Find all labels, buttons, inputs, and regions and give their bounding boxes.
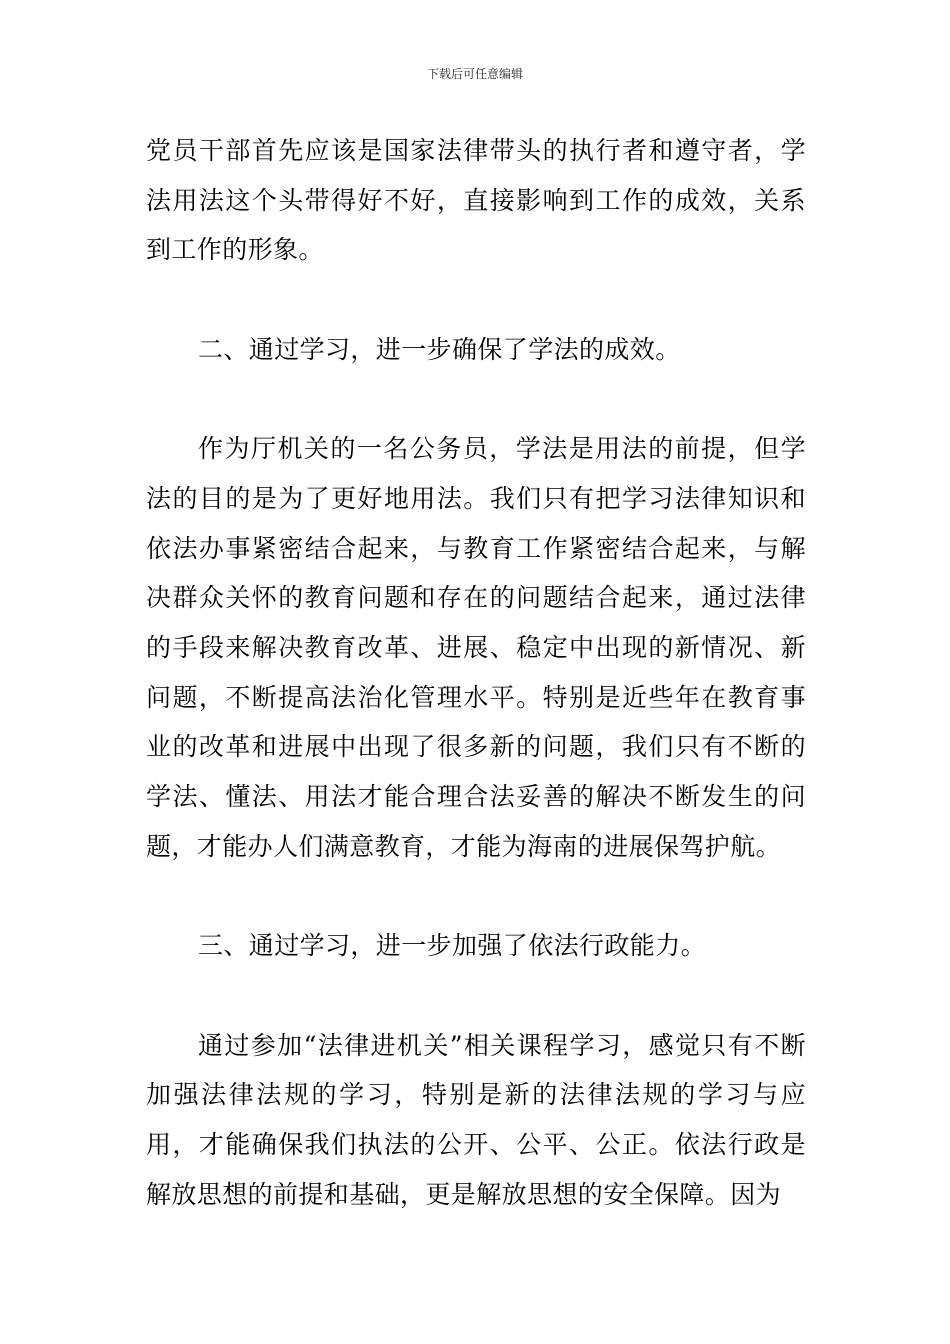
paragraph-gap — [146, 375, 806, 425]
section-heading-3: 三、通过学习，进一步加强了依法行政能力。 — [198, 931, 707, 961]
paragraph-section-2-body: 作为厅机关的一名公务员，学法是用法的前提，但学法的目的是为了更好地用法。我们只有把学习法律知识和依法办事紧密结合起来，与教育工作紧密结合起来，与解决群众关怀的教育问题和存在的问题结合起来，通过法律的手段来解决教育改革、进展、稳定中出现的新情况、新问题，不断提高法治化管理水平。特别是近些年在教育事业的改革和进展中出现了很多新的问题，我们只有不断的学法、懂法、用法才能合理合法妥善的解决不断发生的问题，才能办人们满意教育，才能为海南的进展保驾护航。 — [146, 434, 806, 861]
paragraph-gap — [146, 275, 806, 325]
paragraph-section-3-body: 通过参加“法律进机关”相关课程学习，感觉只有不断加强法律法规的学习，特别是新的法律法规的学习与应用，才能确保我们执法的公开、公平、公正。依法行政是解放思想的前提和基础，更是解放思想的安全保障。因为 — [146, 1030, 806, 1209]
document-body — [146, 126, 806, 1219]
section-heading-2: 二、通过学习，进一步确保了学法的成效。 — [198, 334, 681, 364]
paragraph-intro-continuation: 党员干部首先应该是国家法律带头的执行者和遵守者，学法用法这个头带得好不好，直接影响到工作的成效，关系到工作的形象。 — [146, 136, 806, 265]
paragraph-gap — [146, 971, 806, 1021]
paragraph-gap — [146, 872, 806, 922]
page-header: 下载后可任意编辑 — [426, 67, 523, 81]
